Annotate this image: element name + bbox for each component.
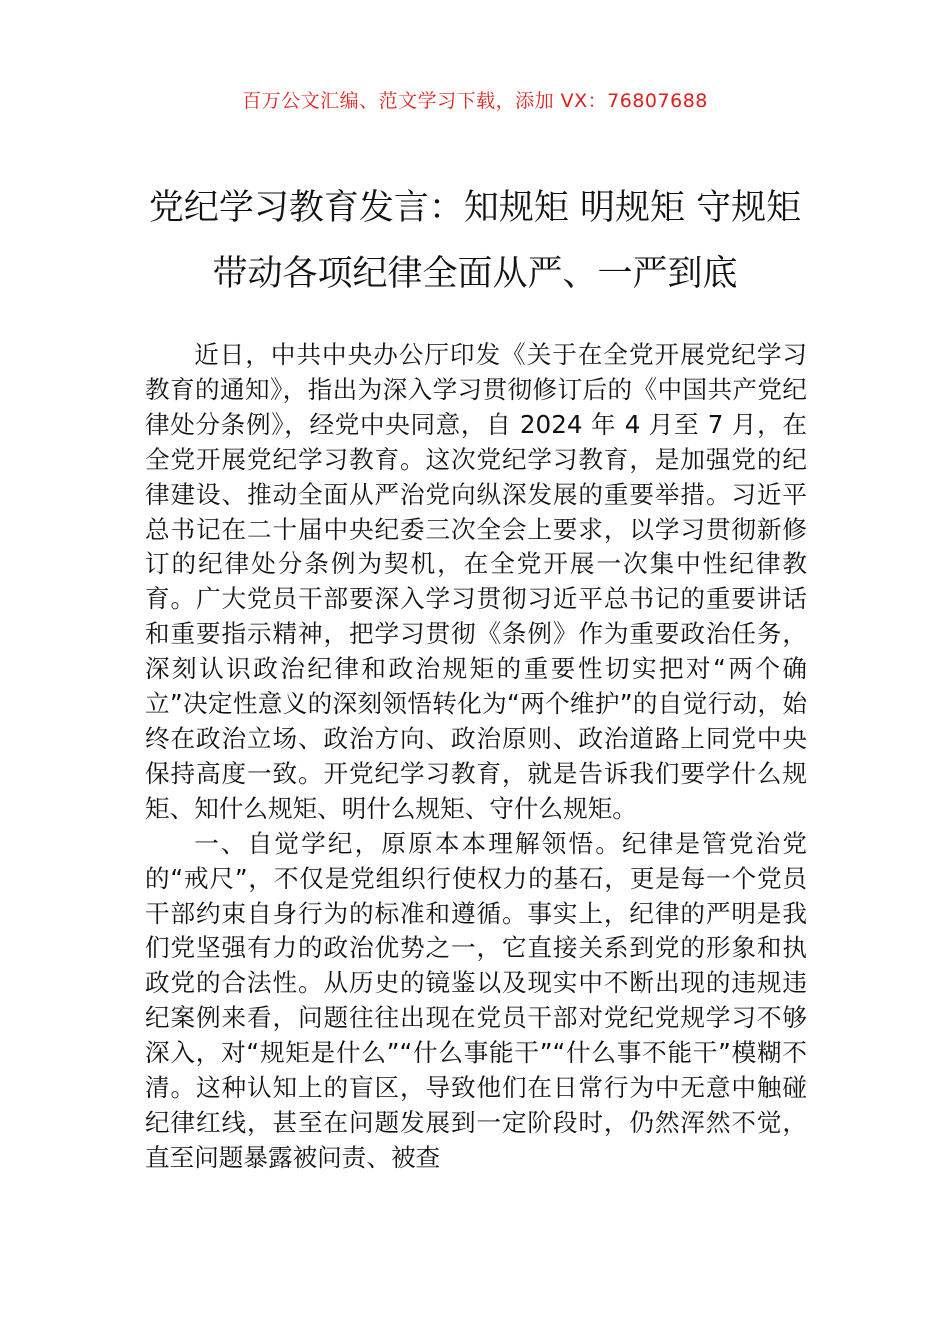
document-body (145, 338, 807, 1176)
paragraph-intro: 近日，中共中央办公厅印发《关于在全党开展党纪学习教育的通知》，指出为深入学习贯彻修订后的《中国共产党纪律处分条例》，经党中央同意，自 2024 年 4 月至 7 月，在全党开展党纪学习教育。这次党纪学习教育，是加强党的纪律建设、推动全面从严治党向纵深发展的重要举措。习近平总书记在二十届中央纪委三次全会上要求，以学习贯彻新修订的纪律处分条例为契机，在全党开展一次集中性纪律教育。广大党员干部要深入学习贯彻习近平总书记的重要讲话和重要指示精神，把学习贯彻《条例》作为重要政治任务，深刻认识政治纪律和政治规矩的重要性切实把对“两个确立”决定性意义的深刻领悟转化为“两个维护”的自觉行动，始终在政治立场、政治方向、政治原则、政治道路上同党中央保持高度一致。开党纪学习教育，就是告诉我们要学什么规矩、知什么规矩、明什么规矩、守什么规矩。 (145, 340, 807, 823)
document-title-line-1: 党纪学习教育发言：知规矩 明规矩 守规矩 (148, 188, 802, 228)
document-title-line-2: 带动各项纪律全面从严、一严到底 (212, 254, 738, 294)
paragraph-section-one: 一、自觉学纪，原原本本理解领悟。纪律是管党治党的“戒尺”，不仅是党组织行使权力的基石，更是每一个党员干部约束自身行为的标准和遵循。事实上，纪律的严明是我们党坚强有力的政治优势之一，它直接关系到党的形象和执政党的合法性。从历史的镜鉴以及现实中不断出现的违规违纪案例来看，问题往往出现在党员干部对党纪党规学习不够深入，对“规矩是什么”“什么事能干”“什么事不能干”模糊不清。这种认知上的盲区，导致他们在日常行为中无意中触碰纪律红线，甚至在问题发展到一定阶段时，仍然浑然不觉，直至问题暴露被问责、被查 (145, 828, 807, 1172)
header-note: 百万公文汇编、范文学习下载，添加 VX：76807688 (242, 90, 708, 112)
